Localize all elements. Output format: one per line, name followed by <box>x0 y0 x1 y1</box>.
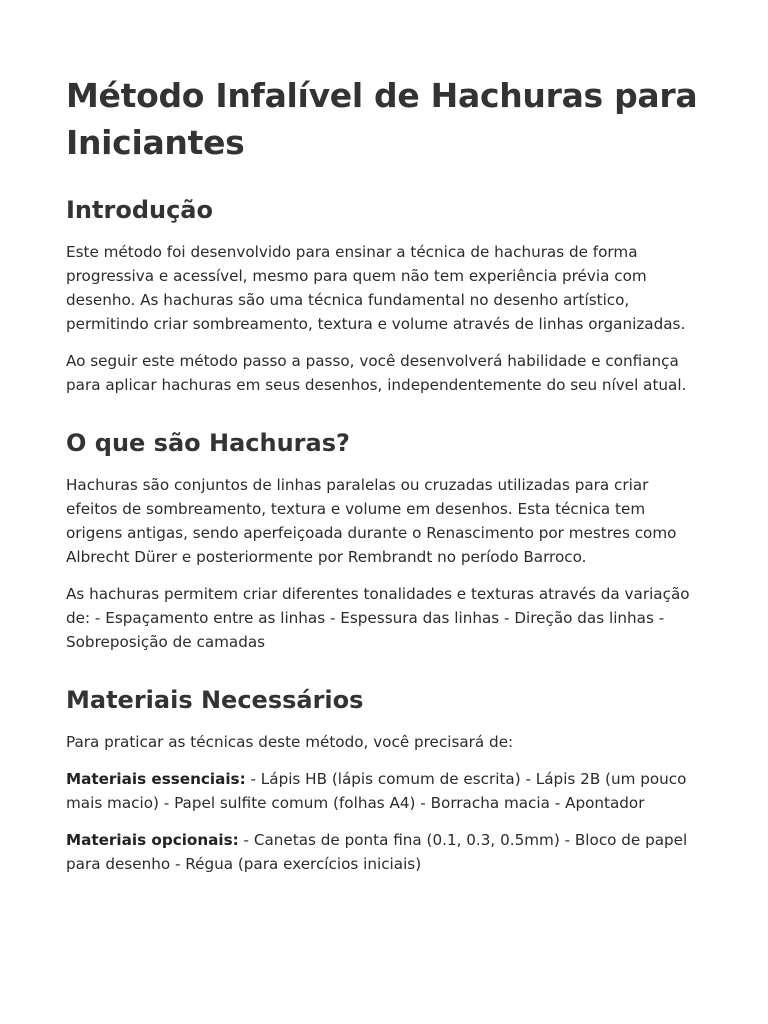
what-paragraph-1: Hachuras são conjuntos de linhas paralelas ou cruzadas utilizadas para criar efeitos de sombreamento, textura e volume em desenhos. Esta técnica tem origens antigas, sendo aperfeiçoada durante o Renascimento por mestres como Albrecht Dürer e posteriormente por Rembrandt no período Barroco. <box>66 476 677 566</box>
section-heading-o-que-sao-hachuras: O que são Hachuras? <box>66 429 350 457</box>
materials-essential-label: Materiais essenciais: <box>66 770 246 788</box>
document-title: Método Infalível de Hachuras para Iniciantes <box>66 76 698 162</box>
materials-essential-list: - Lápis HB (lápis comum de escrita) - Lápis 2B (um pouco mais macio) - Papel sulfite comum (folhas A4) - Borracha macia - Apontador <box>66 770 687 812</box>
intro-paragraph-2: Ao seguir este método passo a passo, você desenvolverá habilidade e confiança para aplicar hachuras em seus desenhos, independentemente do seu nível atual. <box>66 352 687 394</box>
materials-optional-list: - Canetas de ponta fina (0.1, 0.3, 0.5mm) - Bloco de papel para desenho - Régua (para exercícios iniciais) <box>66 831 688 873</box>
section-heading-introducao: Introdução <box>66 196 213 224</box>
intro-paragraph-1: Este método foi desenvolvido para ensinar a técnica de hachuras de forma progressiva e acessível, mesmo para quem não tem experiência prévia com desenho. As hachuras são uma técnica fundamental no desenho artístico, permitindo criar sombreamento, textura e volume através de linhas organizadas. <box>66 243 686 333</box>
materials-optional-paragraph <box>66 828 702 876</box>
section-materiais-necessarios <box>66 684 702 876</box>
materials-essential-paragraph <box>66 767 702 815</box>
section-o-que-sao-hachuras <box>66 427 702 654</box>
section-introducao <box>66 194 702 397</box>
what-paragraph-2: As hachuras permitem criar diferentes tonalidades e texturas através da variação de: - Espaçamento entre as linhas - Espessura das linhas - Direção das linhas - Sobreposição de camadas <box>66 585 690 651</box>
materials-intro-paragraph: Para praticar as técnicas deste método, você precisará de: <box>66 733 514 751</box>
section-heading-materiais: Materiais Necessários <box>66 686 364 714</box>
materials-optional-label: Materiais opcionais: <box>66 831 239 849</box>
